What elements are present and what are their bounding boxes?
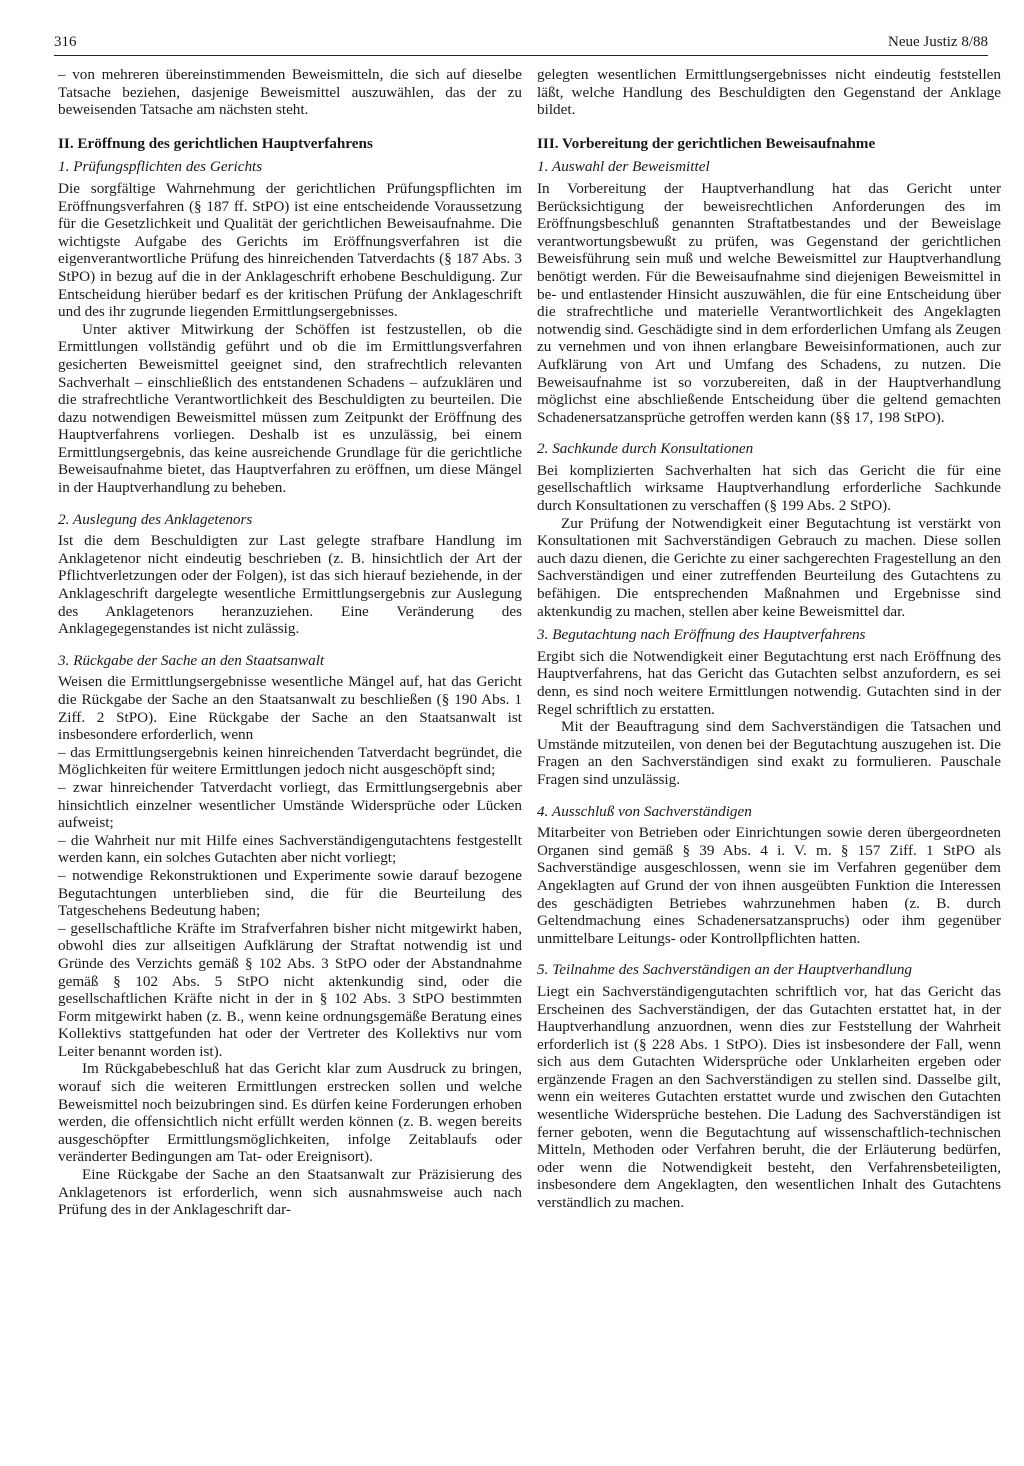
header-rule	[54, 55, 988, 56]
subheading-II-1: 1. Prüfungspflichten des Gerichts	[58, 158, 263, 176]
paragraph: Zur Prüfung der Notwendigkeit einer Begutachtung ist verstärkt von Konsultationen mit Sachverständigen Gebrauch zu machen. Diese sollen auch dazu dienen, die Gerichte zu einer sachgerechten Fragestellung an den Sachverständigen und einer zutreffenden Beurteilung des Gutachtens zu befähigen. Die entsprechenden Maßnahmen und Ergebnisse sind aktenkundig zu machen, stellen aber keine Beweismittel dar.	[537, 514, 1001, 620]
paragraph: Bei komplizierten Sachverhalten hat sich das Gericht die für eine gesellschaftlich wirksame Hauptverhandlung erforderliche Sachkunde durch Konsultationen zu verschaffen (§ 199 Abs. 2 StPO).	[537, 461, 1001, 515]
journal-issue: Neue Justiz 8/88	[888, 34, 988, 50]
list-item: – gesellschaftliche Kräfte im Strafverfahren bisher nicht mitgewirkt haben, obwohl dies zur allseitigen Aufklärung der Straftat notwendig ist und Gründe des Verzichts gemäß § 102 Abs. 3 StPO oder der Abstandnahme gemäß § 102 Abs. 5 StPO nicht aktenkundig sind, oder die gesellschaftlichen Kräfte nicht in der in § 102 Abs. 3 StPO bestimmten Form mitgewirkt haben (z. B., wenn keine ordnungsgemäße Beratung eines Kollektivs stattgefunden hat oder der Vertreter des Kollektivs nur vom Leiter benannt worden ist).	[58, 919, 522, 1060]
paragraph: Liegt ein Sachverständigengutachten schriftlich vor, hat das Gericht das Erscheinen des Sachverständigen, der das Gutachten erstattet hat, in der Hauptverhandlung anzuordnen, wenn dies zur Feststellung der Wahrheit erforderlich ist (§ 228 Abs. 1 StPO). Dies ist insbesondere der Fall, wenn sich aus dem Gutachten Widersprüche oder Unklarheiten ergeben oder ergänzende Fragen an den Sachverständigen zu stellen sind. Dasselbe gilt, wenn ein weiteres Gutachten erstattet wurde und zwischen den Gutachten wesentliche Widersprüche bestehen. Die Ladung des Sachverständigen ist ferner geboten, wenn die Begutachtung auf wissenschaftlich-technischen Mitteln, Methoden oder Verfahren beruht, die der Erläuterung bedürfen, oder wenn die Notwendigkeit besteht, den Verfahrensbeteiligten, insbesondere dem Angeklagten, den wesentlichen Inhalt des Gutachtens verständlich zu machen.	[537, 982, 1001, 1212]
paragraph: In Vorbereitung der Hauptverhandlung hat das Gericht unter Berücksichtigung der beweisrechtlichen Anforderungen des im Eröffnungsbeschluß genannten Straftatbestandes und der Beweislage verantwortungsbewußt zu prüfen, was Gegenstand der gerichtlichen Beweisführung sein muß und welche Beweismittel zur Hauptverhandlung benötigt werden. Für die Beweisaufnahme sind diejenigen Beweismittel in be- und entlastender Hinsicht auszuwählen, die für eine Entscheidung über die strafrechtliche und materielle Verantwortlichkeit des Angeklagten notwendig sind. Geschädigte sind in dem erforderlichen Umfang als Zeugen zu vernehmen und von ihnen erlangbare Beweisinformationen, auch zur Aufklärung von Art und Umfang des Schadens, zu nutzen. Die Beweisaufnahme ist so vorzubereiten, daß in der Hauptverhandlung möglichst eine abschließende Entscheidung über die geltend gemachten Schadenersatzansprüche getroffen werden kann (§§ 17, 198 StPO).	[537, 179, 1001, 426]
paragraph: Mitarbeiter von Betrieben oder Einrichtungen sowie deren übergeordneten Organen sind gemäß § 39 Abs. 4 i. V. m. § 157 Ziff. 1 StPO als Sachverständige ausgeschlossen, wenn sie im Verfahren gegenüber dem Angeklagten auf Grund der von ihnen ausgeübten Funktion die Interessen des geschädigten Betriebes wahrzunehmen haben (z. B. durch Geltendmachung eines Schadenersatzanspruchs) oder ihm gegenüber unmittelbare Leitungs- oder Kontrollpflichten hatten.	[537, 824, 1001, 947]
paragraph: Ist die dem Beschuldigten zur Last gelegte strafbare Handlung im Anklagetenor nicht eindeutig beschrieben (z. B. hinsichtlich der Art der Pflichtverletzungen oder der Folgen), ist das sich hierauf beziehende, in der Anklageschrift dargelegte wesentliche Ermittlungsergebnis zur Auslegung des Anklagetenors heranzuziehen. Eine Veränderung des Anklagegegenstandes ist nicht zulässig.	[58, 532, 522, 638]
paragraph: Die sorgfältige Wahrnehmung der gerichtlichen Prüfungspflichten im Eröffnungsverfahren (§ 187 ff. StPO) ist eine entscheidende Voraussetzung für die Gesetzlichkeit und Qualität der gerichtlichen Beweisaufnahme. Die wichtigste Aufgabe des Gerichts im Eröffnungsverfahren ist die eigenverantwortliche Prüfung des hinreichenden Tatverdachts (§ 187 Abs. 3 StPO) in bezug auf die in der Anklageschrift erhobene Beschuldigung. Zur Entscheidung hierüber bedarf es der kritischen Prüfung der Anklageschrift und des ihr zugrunde liegenden Ermittlungsergebnisses.	[58, 179, 522, 321]
paragraph: Ergibt sich die Notwendigkeit einer Begutachtung erst nach Eröffnung des Hauptverfahrens, hat das Gericht das Gutachten selbst anzufordern, es sei denn, es sind noch weitere Ermittlungen notwendig. Gutachten sind in der Regel schriftlich zu erstatten.	[537, 647, 1001, 718]
list-item: – notwendige Rekonstruktionen und Experimente sowie darauf bezogene Begutachtungen unterblieben sind, die für die Beurteilung des Tatgeschehens Bedeutung haben;	[58, 866, 522, 920]
section-heading-II: II. Eröffnung des gerichtlichen Hauptverfahrens	[58, 134, 373, 152]
section-heading-III: III. Vorbereitung der gerichtlichen Beweisaufnahme	[537, 134, 876, 152]
left-column	[58, 66, 522, 1219]
subheading-III-5: 5. Teilnahme des Sachverständigen an der Hauptverhandlung	[537, 961, 913, 979]
paragraph: Im Rückgabebeschluß hat das Gericht klar zum Ausdruck zu bringen, worauf sich die weiteren Ermittlungen erstrecken sollen und welche Beweismittel noch beizubringen sind. Es dürfen keine Forderungen erhoben werden, die offensichtlich nicht erfüllt werden können (z. B. wegen bereits ausgeschöpfter Ermittlungsmöglichkeiten, infolge Zeitablaufs oder veränderter Bedingungen am Tat- oder Ereignisort).	[58, 1060, 522, 1166]
page-header	[54, 30, 988, 54]
subheading-II-3: 3. Rückgabe der Sache an den Staatsanwalt	[58, 651, 325, 669]
paragraph: Eine Rückgabe der Sache an den Staatsanwalt zur Präzisierung des Anklagetenors ist erforderlich, wenn sich ausnahmsweise auch nach Prüfung des in der Anklageschrift dar-	[58, 1166, 522, 1219]
right-column	[537, 66, 1001, 1212]
paragraph: Mit der Beauftragung sind dem Sachverständigen die Tatsachen und Umstände mitzuteilen, von denen bei der Begutachtung auszugehen ist. Die Fragen an den Sachverständigen sind exakt zu formulieren. Pauschale Fragen sind unzulässig.	[537, 718, 1001, 788]
subheading-III-2: 2. Sachkunde durch Konsultationen	[537, 440, 754, 458]
subheading-III-4: 4. Ausschluß von Sachverständigen	[537, 802, 752, 820]
paragraph: Weisen die Ermittlungsergebnisse wesentliche Mängel auf, hat das Gericht die Rückgabe der Sache an den Staatsanwalt zu beschließen (§ 190 Abs. 1 Ziff. 2 StPO). Eine Rückgabe der Sache an den Staatsanwalt ist insbesondere erforderlich, wenn	[58, 673, 522, 744]
list-item: – die Wahrheit nur mit Hilfe eines Sachverständigengutachtens festgestellt werden kann, ein solches Gutachten aber nicht vorliegt;	[58, 831, 522, 867]
page-number: 316	[54, 34, 77, 50]
subheading-III-1: 1. Auswahl der Beweismittel	[537, 158, 710, 176]
paragraph: – von mehreren übereinstimmenden Beweismitteln, die sich auf dieselbe Tatsache beziehen, dasjenige Beweismittel auszuwählen, das der zu beweisenden Tatsache am nächsten steht.	[58, 66, 522, 119]
subheading-III-3: 3. Begutachtung nach Eröffnung des Hauptverfahrens	[537, 626, 866, 644]
subheading-II-2: 2. Auslegung des Anklagetenors	[58, 510, 253, 528]
list-item: – zwar hinreichender Tatverdacht vorliegt, das Ermittlungsergebnis aber hinsichtlich einzelner wesentlicher Umstände Widersprüche oder Lücken aufweist;	[58, 778, 522, 832]
paragraph: Unter aktiver Mitwirkung der Schöffen ist festzustellen, ob die Ermittlungen vollständig geführt und ob die im Ermittlungsverfahren gesicherten Beweismittel geeignet sind, den strafrechtlich relevanten Sachverhalt – einschließlich des entstandenen Schadens – aufzuklären und die strafrechtliche Verantwortlichkeit des Beschuldigten zu beurteilen. Die dazu notwendigen Beweismittel müssen zum Zeitpunkt der Eröffnung des Hauptverfahrens vorliegen. Deshalb ist es unzulässig, bei einem Ermittlungsergebnis, das keine ausreichende Grundlage für die gerichtliche Beweisaufnahme bietet, das Hauptverfahren zu eröffnen, um diese Mängel in der Hauptverhandlung zu beheben.	[58, 320, 522, 497]
paragraph: gelegten wesentlichen Ermittlungsergebnisses nicht eindeutig feststellen läßt, welche Handlung des Beschuldigten den Gegenstand der Anklage bildet.	[537, 66, 1001, 119]
list-item: – das Ermittlungsergebnis keinen hinreichenden Tatverdacht begründet, die Möglichkeiten für weitere Ermittlungen jedoch nicht ausgeschöpft sind;	[58, 743, 522, 779]
